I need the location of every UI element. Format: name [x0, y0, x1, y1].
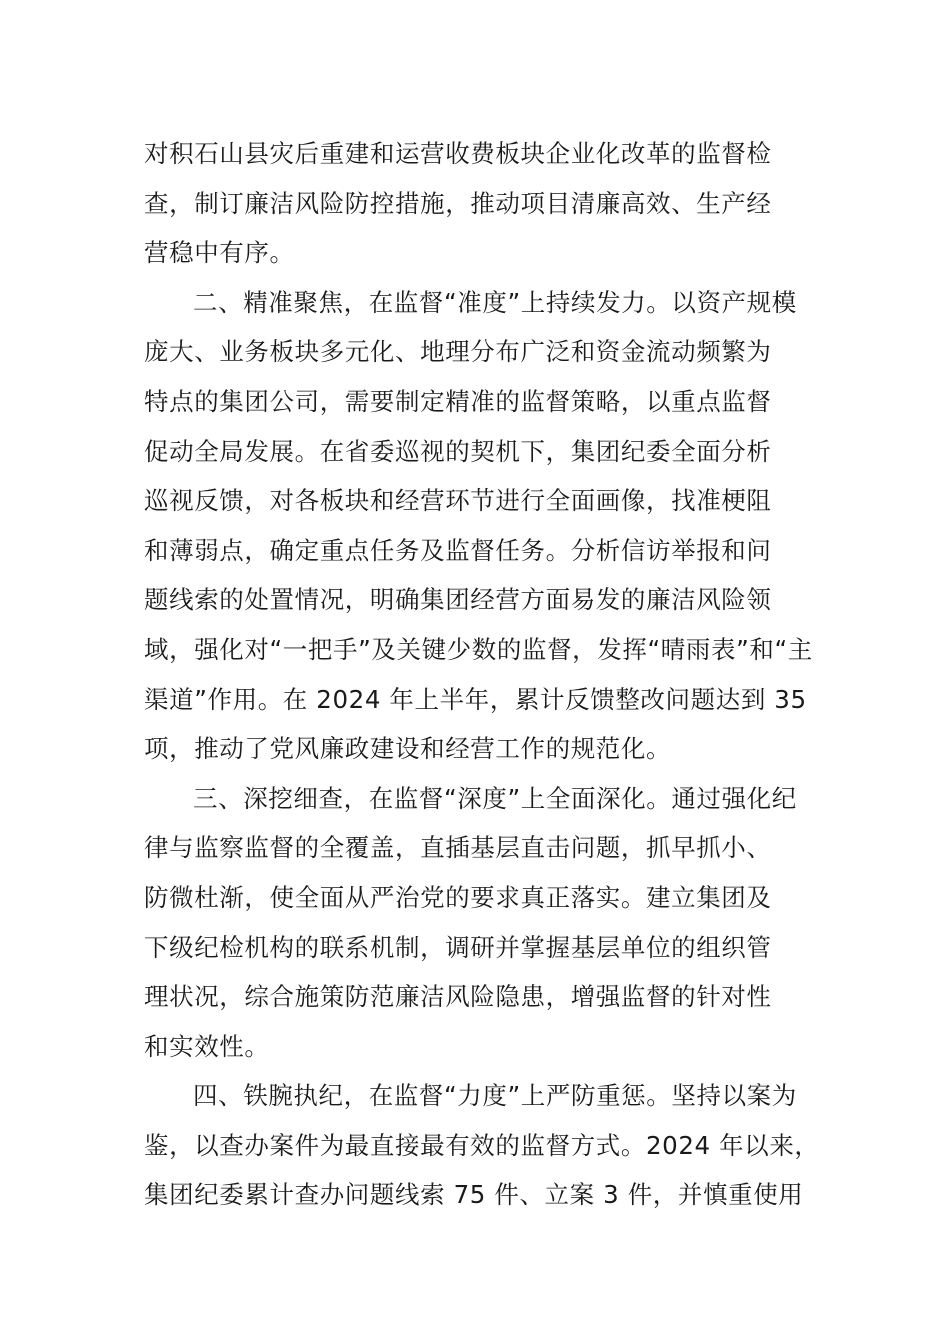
- text-line: 防微杜渐，使全面从严治党的要求真正落实。建立集团及: [144, 882, 772, 912]
- text-line: 营稳中有序。: [144, 238, 295, 268]
- text-line: 查，制订廉洁风险防控措施，推动项目清廉高效、生产经: [144, 188, 772, 218]
- text-line: 庞大、业务板块多元化、地理分布广泛和资金流动频繁为: [144, 337, 772, 367]
- section-heading-line: 三、深挖细查，在监督“深度”上全面深化。通过强化纪: [193, 783, 797, 813]
- text-line: 题线索的处置情况，明确集团经营方面易发的廉洁风险领: [144, 585, 772, 615]
- text-line: 渠道”作用。在 2024 年上半年，累计反馈整改问题达到 35: [144, 684, 807, 714]
- text-line: 鉴，以查办案件为最直接最有效的监督方式。2024 年以来，: [144, 1130, 820, 1160]
- document-body: [144, 129, 820, 1220]
- text-line: 集团纪委累计查办问题线索 75 件、立案 3 件，并慎重使用: [144, 1180, 804, 1210]
- text-line: 律与监察监督的全覆盖，直插基层直击问题，抓早抓小、: [144, 833, 772, 863]
- text-line: 巡视反馈，对各板块和经营环节进行全面画像，找准梗阻: [144, 486, 772, 516]
- text-line: 对积石山县灾后重建和运营收费板块企业化改革的监督检: [144, 139, 772, 168]
- text-line: 特点的集团公司，需要制定精准的监督策略，以重点监督: [144, 386, 772, 416]
- text-line: 和薄弱点，确定重点任务及监督任务。分析信访举报和问: [144, 535, 772, 565]
- text-line: 项，推动了党风廉政建设和经营工作的规范化。: [144, 734, 672, 764]
- text-line: 下级纪检机构的联系机制，调研并掌握基层单位的组织管: [144, 932, 772, 962]
- section-heading-line: 二、精准聚焦，在监督“准度”上持续发力。以资产规模: [193, 287, 797, 317]
- section-heading-line: 四、铁腕执纪，在监督“力度”上严防重惩。坚持以案为: [193, 1081, 797, 1111]
- text-line: 域，强化对“一把手”及关键少数的监督，发挥“晴雨表”和“主: [144, 634, 813, 664]
- text-line: 理状况，综合施策防范廉洁风险隐患，增强监督的针对性: [144, 982, 772, 1012]
- text-line: 和实效性。: [144, 1031, 270, 1061]
- text-line: 促动全局发展。在省委巡视的契机下，集团纪委全面分析: [144, 436, 772, 466]
